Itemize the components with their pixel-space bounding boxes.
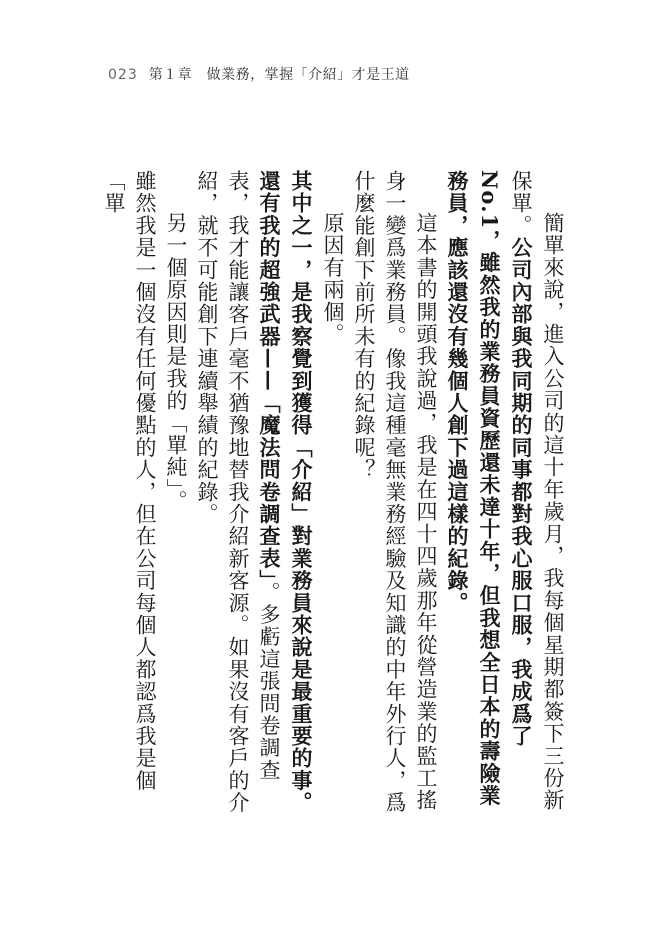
running-header	[108, 64, 410, 84]
text-segment: 簡單來說，進入公司的這十年歲月，我每個星期都簽下三份新保單。	[509, 170, 565, 812]
paragraph	[191, 170, 317, 825]
text-segment-bold: 其中之一，是我察覺到獲得「介紹」對業務員來說是最重要的事。還有我的超強武器——「魔法問卷調查表」	[257, 170, 314, 814]
paragraph	[317, 170, 348, 825]
paragraph	[348, 170, 441, 825]
text-segment: 雖然我是一個沒有任何優點的人，但在公司每個人都認爲我是個「單	[102, 170, 157, 792]
paragraph	[441, 170, 568, 825]
text-segment-bold: 公司內部與我同期的同事都對我心服口服，我成爲了No.1，雖然我的業務員資歷還未達十年，但我想全日本的壽險業務員，應該還沒有幾個人創下過這樣的紀錄。	[445, 170, 534, 807]
paragraph	[160, 170, 191, 825]
text-segment: 這本書的開頭我說過，我是在四十四歲那年從營造業的監工搖身一變爲業務員。像我這種毫無業務經驗及知識的中年外行人，爲什麼能創下前所未有的紀錄呢？	[352, 170, 438, 814]
page-number: 023	[108, 67, 138, 83]
text-segment: 。多虧這張問卷調查表，我才能讓客戶毫不猶豫地替我介紹新客源。如果沒有客戶的介紹，就不可能創下連續舉績的紀錄。	[195, 170, 281, 814]
text-segment: 另一個原因則是我的「單純」。	[164, 212, 188, 513]
paragraph	[98, 170, 160, 825]
chapter-title: 第１章 做業務，掌握「介紹」才是王道	[148, 67, 410, 83]
body-text	[98, 170, 568, 825]
text-segment: 原因有兩個。	[321, 212, 345, 346]
